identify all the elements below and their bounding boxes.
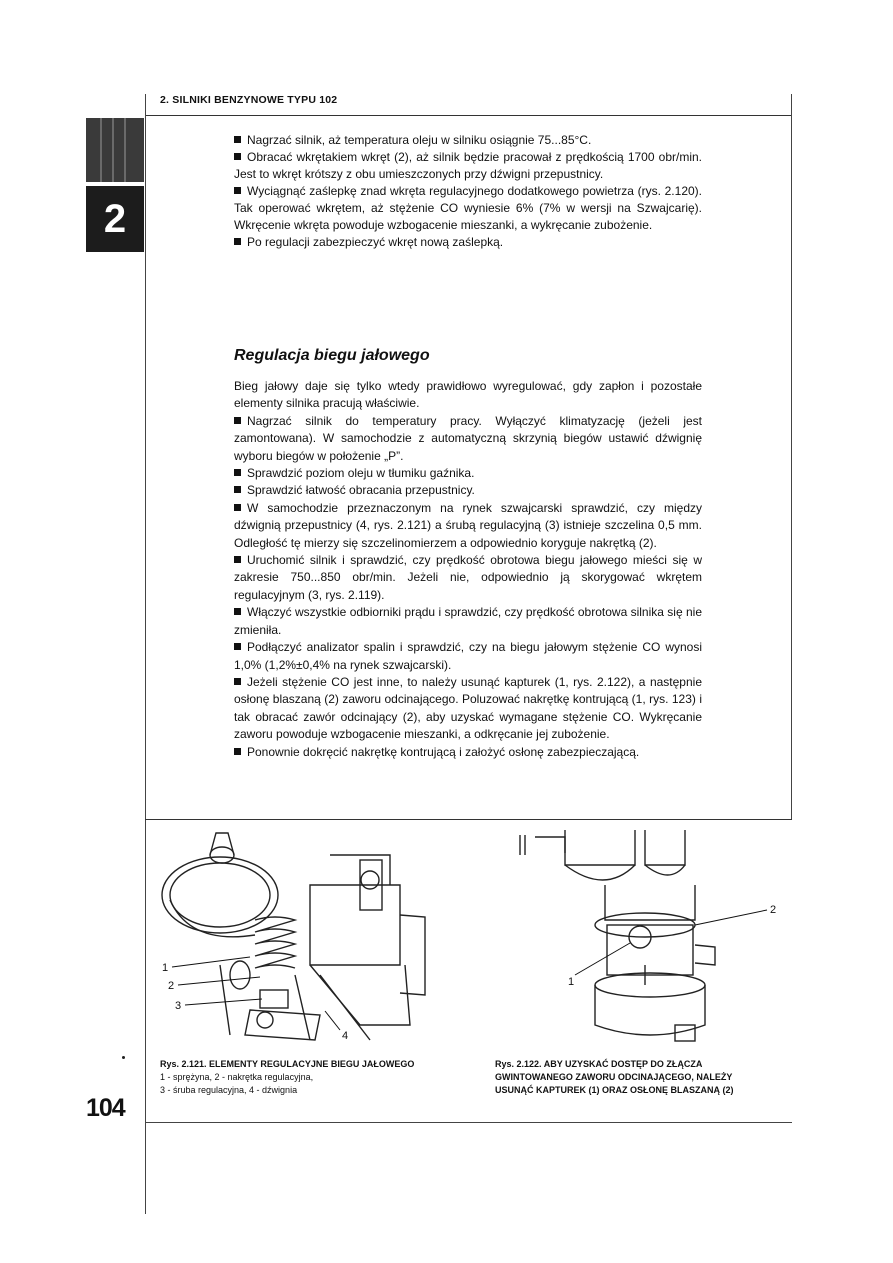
paragraph: Ponownie dokręcić nakrętkę kontrującą i założyć osłonę zabezpieczającą. (234, 744, 702, 761)
figure1-label-4: 4 (342, 1030, 349, 1042)
figure1-label-1: 1 (162, 962, 169, 974)
figure1-label-3: 3 (175, 1000, 182, 1012)
paragraph: Jeżeli stężenie CO jest inne, to należy usunąć kapturek (1, rys. 2.122), a następnie osłonę blaszaną (2) zaworu odcinającego. Poluzować nakrętkę kontrującą (1, rys. 123) i tak obracać zawór odcinający (2), aby uzyskać wymagane stężenie CO. Wykręcanie zaworu powoduje wzbogacenie mieszanki, a odkręcanie jej zubożenie. (234, 674, 702, 742)
figure2-caption-line: GWINTOWANEGO ZAWORU ODCINAJĄCEGO, NALEŻY (495, 1072, 733, 1082)
bullet-icon (234, 486, 241, 493)
paragraph: Sprawdzić łatwość obracania przepustnicy. (234, 482, 702, 499)
running-header: 2. SILNIKI BENZYNOWE TYPU 102 (160, 94, 338, 106)
footer-rule (145, 1122, 792, 1123)
page-number: 104 (86, 1094, 125, 1122)
bullet-icon (234, 153, 241, 160)
paragraph: Włączyć wszystkie odbiorniki prądu i sprawdzić, czy prędkość obrotowa silnika się nie zmieniła. (234, 605, 702, 637)
figure1-caption-line: 3 - śruba regulacyjna, 4 - dźwignia (160, 1085, 298, 1095)
paragraph: Obracać wkrętakiem wkręt (2), aż silnik będzie pracował z prędkością 1700 obr/min. Jest to wkręt krótszy z obu umieszczonych przy dźwigni przepustnicy. (234, 150, 702, 181)
margin-dot (122, 1056, 125, 1059)
paragraph: Po regulacji zabezpieczyć wkręt nową zaślepką. (234, 234, 702, 251)
bullet-icon (234, 469, 241, 476)
figure2-label-2: 2 (770, 904, 777, 916)
header-rule (145, 115, 792, 116)
figure-rule (145, 819, 792, 820)
figure1-caption-title: Rys. 2.121. ELEMENTY REGULACYJNE BIEGU JAŁOWEGO (160, 1059, 415, 1069)
figure2-caption-line: USUNĄĆ KAPTUREK (1) ORAZ OSŁONĘ BLASZANĄ (2) (495, 1085, 734, 1095)
bullet-icon (234, 748, 241, 755)
instructions-block-2 (234, 378, 702, 761)
bullet-icon (234, 504, 241, 511)
bullet-icon (234, 136, 241, 143)
paragraph: Nagrzać silnik, aż temperatura oleju w silniku osiągnie 75...85°C. (234, 132, 702, 149)
left-margin-rule (145, 94, 146, 1214)
bullet-icon (234, 608, 241, 615)
instructions-block-1 (234, 132, 702, 251)
paragraph: Uruchomić silnik i sprawdzić, czy prędkość obrotowa biegu jałowego mieści się w zakresie 750...850 obr/min. Jeżeli nie, odpowiednio ją skorygować wkrętem regulacyjnym (3, rys. 2.119). (234, 553, 702, 602)
figure1-label-2: 2 (168, 980, 175, 992)
paragraph: Wyciągnąć zaślepkę znad wkręta regulacyjnego dodatkowego powietrza (rys. 2.120). Tak operować wkrętem, aż stężenie CO wyniesie 6% (7% w wersji na Szwajcarię). Wkręcenie wkręta powoduje wzbogacenie mieszanki, a wykręcanie zubożenie. (234, 184, 702, 232)
bullet-icon (234, 417, 241, 424)
figure1-caption-line: 1 - sprężyna, 2 - nakrętka regulacyjna, (160, 1072, 314, 1082)
bullet-icon (234, 238, 241, 245)
paragraph: Nagrzać silnik do temperatury pracy. Wyłączyć klimatyzację (jeżeli jest zamontowana). W samochodzie z automatyczną skrzynią biegów ustawić dźwignię wyboru biegów w położenie „P”. (234, 413, 702, 463)
figure2-caption (495, 1058, 785, 1097)
right-margin-rule (791, 94, 792, 820)
paragraph: Podłączyć analizator spalin i sprawdzić, czy na biegu jałowym stężenie CO wynosi 1,0% (1,2%±0,4% na rynek szwajcarski). (234, 640, 702, 672)
paragraph: Sprawdzić poziom oleju w tłumiku gaźnika. (234, 465, 702, 482)
chapter-number-tab: 2 (86, 186, 144, 252)
figure1-caption (160, 1058, 460, 1097)
intro-paragraph: Bieg jałowy daje się tylko wtedy prawidłowo wyregulować, gdy zapłon i pozostałe elementy silnika pracują właściwie. (234, 379, 702, 411)
chapter-tab-dark (86, 118, 144, 182)
figure-idle-adjustment (160, 825, 430, 1050)
section-heading: Regulacja biegu jałowego (234, 347, 430, 364)
bullet-icon (234, 556, 241, 563)
figure-cutoff-valve (495, 825, 785, 1050)
figure2-caption-line: Rys. 2.122. ABY UZYSKAĆ DOSTĘP DO ZŁĄCZA (495, 1059, 703, 1069)
bullet-icon (234, 187, 241, 194)
paragraph: W samochodzie przeznaczonym na rynek szwajcarski sprawdzić, czy między dźwignią przepustnicy (4, rys. 2.121) a śrubą regulacyjną (3) istnieje szczelina 0,5 mm. Odległość tę mierzy się szczelinomierzem a odpowiednio koryguje nakrętką (2). (234, 500, 702, 550)
bullet-icon (234, 643, 241, 650)
figure2-label-1: 1 (568, 976, 575, 988)
bullet-icon (234, 678, 241, 685)
